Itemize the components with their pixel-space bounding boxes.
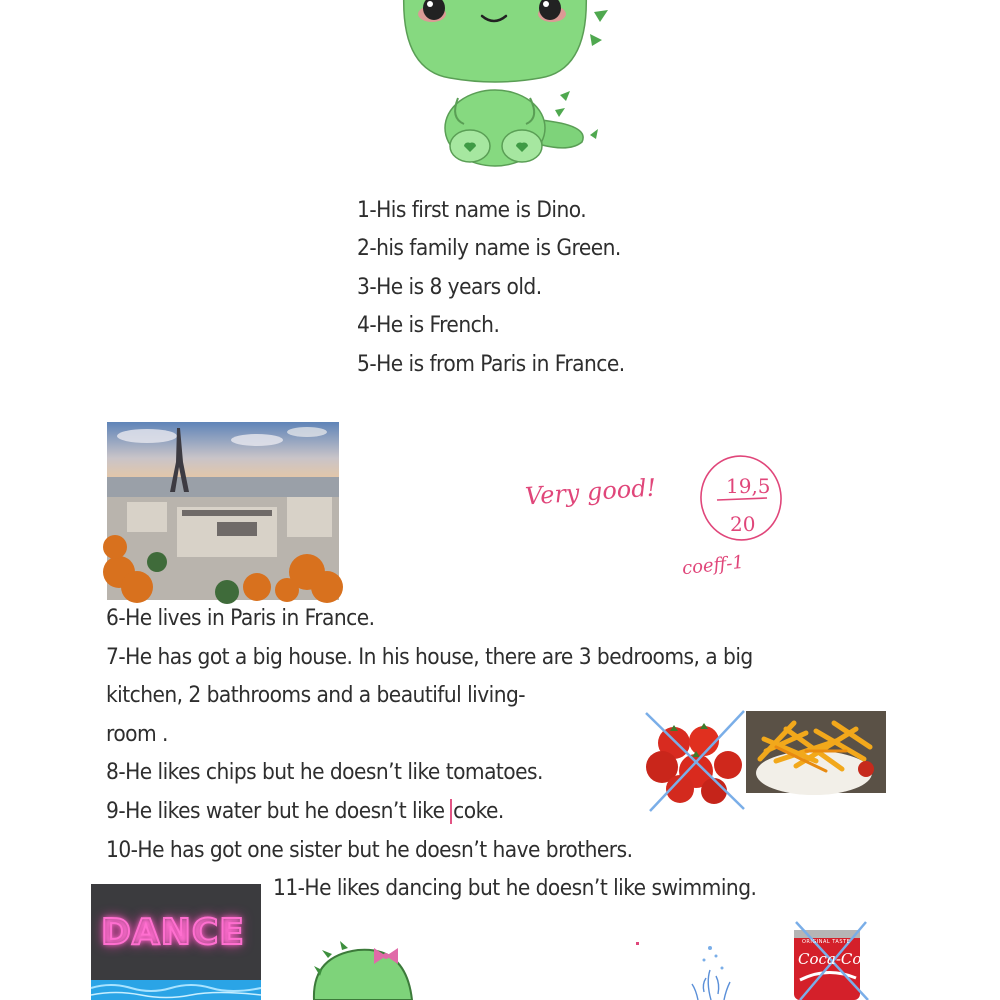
- water-splash-icon: [686, 942, 736, 1000]
- pool-water-icon: [91, 980, 261, 1000]
- paris-photo-icon: [107, 422, 339, 600]
- body-line-9-start: 9-He likes water but he doesn’t like: [106, 799, 451, 824]
- body-line-10: 10-He has got one sister but he doesn’t have brothers.: [106, 838, 633, 863]
- coke-can-icon: [782, 922, 876, 1000]
- intro-line-3: 3-He is 8 years old.: [357, 275, 542, 300]
- dino-peek-icon: [308, 940, 418, 1000]
- dance-sign-text: DANCE: [101, 912, 245, 953]
- dino-mascot-icon: [390, 0, 610, 170]
- intro-line-5: 5-He is from Paris in France.: [357, 352, 625, 377]
- chips-photo-icon: [746, 711, 886, 793]
- score-bottom: 20: [730, 512, 756, 536]
- coefficient-note: coeff-1: [681, 551, 745, 580]
- score-top: 19,5: [726, 474, 771, 498]
- intro-line-2: 2-his family name is Green.: [357, 236, 621, 261]
- body-line-8: 8-He likes chips but he doesn’t like tomatoes.: [106, 760, 543, 785]
- teacher-comment: Very good!: [524, 473, 658, 511]
- stray-mark: [636, 942, 639, 945]
- intro-line-1: 1-His first name is Dino.: [357, 198, 587, 223]
- can-brand: Coca-Cola: [798, 950, 876, 968]
- body-line-9: [106, 799, 504, 824]
- body-line-7c: room .: [106, 722, 168, 747]
- tomatoes-photo-icon: [640, 705, 750, 815]
- body-line-7a: 7-He has got a big house. In his house, there are 3 bedrooms, a big: [106, 645, 753, 670]
- body-line-7b: kitchen, 2 bathrooms and a beautiful living-: [106, 683, 526, 708]
- body-line-6: 6-He lives in Paris in France.: [106, 606, 375, 631]
- dance-sign-icon: [91, 884, 261, 980]
- intro-line-4: 4-He is French.: [357, 313, 500, 338]
- can-label: ORIGINAL TASTE: [802, 939, 851, 945]
- body-line-9-end: oke.: [463, 799, 504, 824]
- body-line-11: 11-He likes dancing but he doesn’t like swimming.: [273, 876, 757, 901]
- corrected-letter: c: [450, 799, 463, 824]
